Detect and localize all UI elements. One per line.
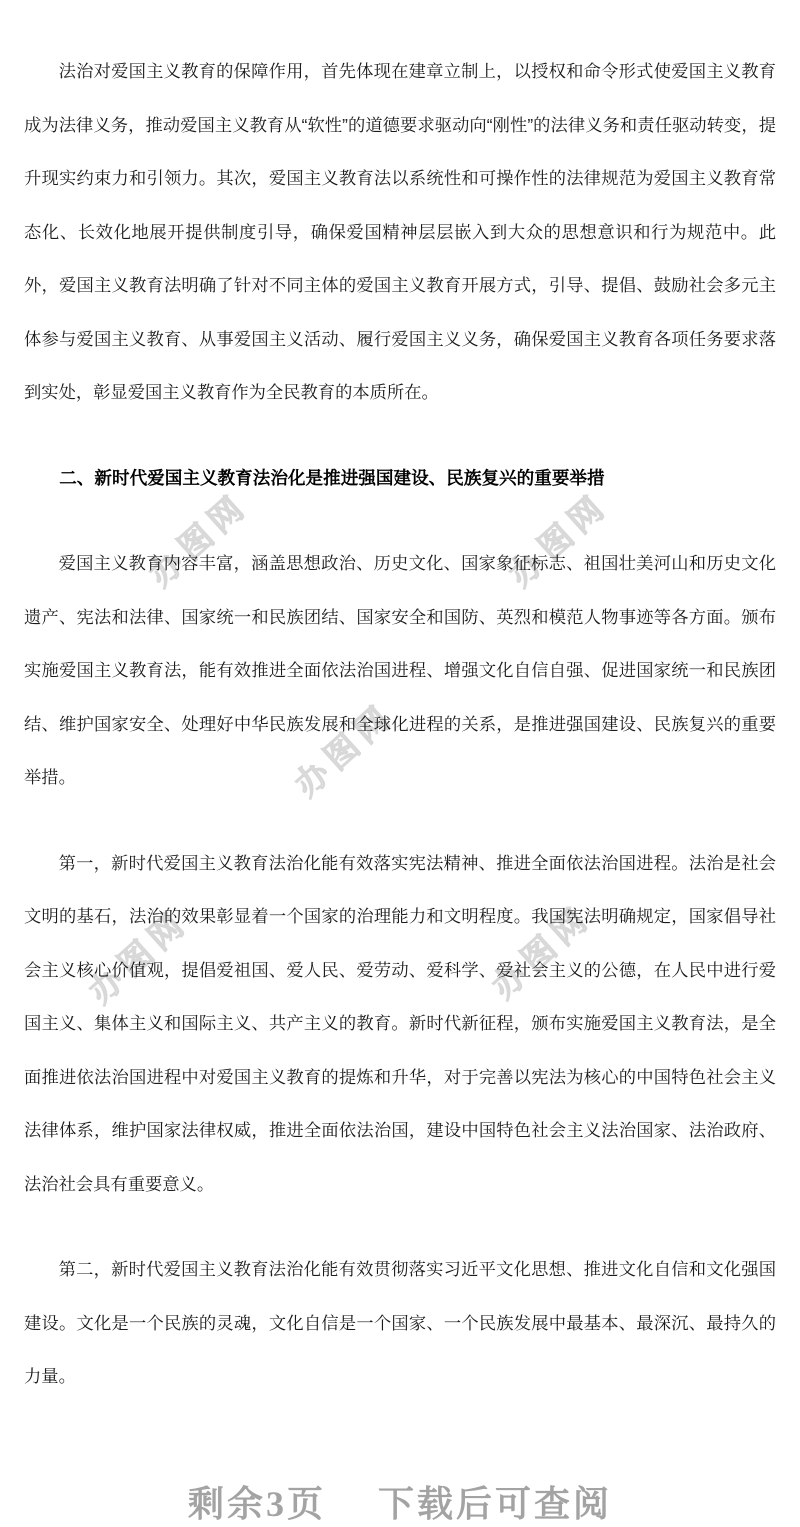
watermark-text: 办图网 (501, 485, 616, 594)
footer-remaining-pages: 剩余3页 (187, 1483, 326, 1524)
preview-footer (24, 1476, 776, 1527)
watermark-text: 办图网 (484, 897, 599, 1006)
watermark-text: 办图网 (81, 902, 196, 1011)
watermark-text: 办图网 (141, 485, 256, 594)
para-point-2-culture: 第二，新时代爱国主义教育法治化能有效贯彻落实习近平文化思想、推进文化自信和文化强国建设。文化是一个民族的灵魂，文化自信是一个国家、一个民族发展中最基本、最深沉、最持久的力量。 (24, 1259, 776, 1386)
para-legal-guarantee-role: 法治对爱国主义教育的保障作用，首先体现在建章立制上，以授权和命令形式使爱国主义教育成为法律义务，推动爱国主义教育从“软性”的道德要求驱动向“刚性”的法律义务和责任驱动转变，提升现实约束力和引领力。其次，爱国主义教育法以系统性和可操作性的法律规范为爱国主义教育常态化、长效化地展开提供制度引导，确保爱国精神层层嵌入到大众的思想意识和行为规范中。此外，爱国主义教育法明确了针对不同主体的爱国主义教育开展方式，引导、提倡、鼓励社会多元主体参与爱国主义教育、从事爱国主义活动、履行爱国主义义务，确保爱国主义教育各项任务要求落到实处，彰显爱国主义教育作为全民教育的本质所在。 (24, 61, 776, 402)
heading-section-2: 二、新时代爱国主义教育法治化是推进强国建设、民族复兴的重要举措 (59, 467, 605, 488)
footer-download-hint: 下载后可查阅 (378, 1483, 613, 1524)
para-education-content: 爱国主义教育内容丰富，涵盖思想政治、历史文化、国家象征标志、祖国壮美河山和历史文化遗产、宪法和法律、国家统一和民族团结、国家安全和国防、英烈和模范人物事迹等各方面。颁布实施爱国主义教育法，能有效推进全面依法治国进程、增强文化自信自强、促进国家统一和民族团结、维护国家安全、处理好中华民族发展和全球化进程的关系，是推进强国建设、民族复兴的重要举措。 (24, 553, 776, 787)
para-point-1-rule-of-law: 第一，新时代爱国主义教育法治化能有效落实宪法精神、推进全面依法治国进程。法治是社会文明的基石，法治的效果彰显着一个国家的治理能力和文明程度。我国宪法明确规定，国家倡导社会主义核心价值观，提倡爱祖国、爱人民、爱劳动、爱科学、爱社会主义的公德，在人民中进行爱国主义、集体主义和国际主义、共产主义的教育。新时代新征程，颁布实施爱国主义教育法，是全面推进依法治国进程中对爱国主义教育的提炼和升华，对于完善以宪法为核心的中国特色社会主义法律体系，维护国家法律权威，推进全面依法治国，建设中国特色社会主义法治国家、法治政府、法治社会具有重要意义。 (24, 852, 776, 1194)
watermark-text: 办图网 (287, 695, 402, 804)
